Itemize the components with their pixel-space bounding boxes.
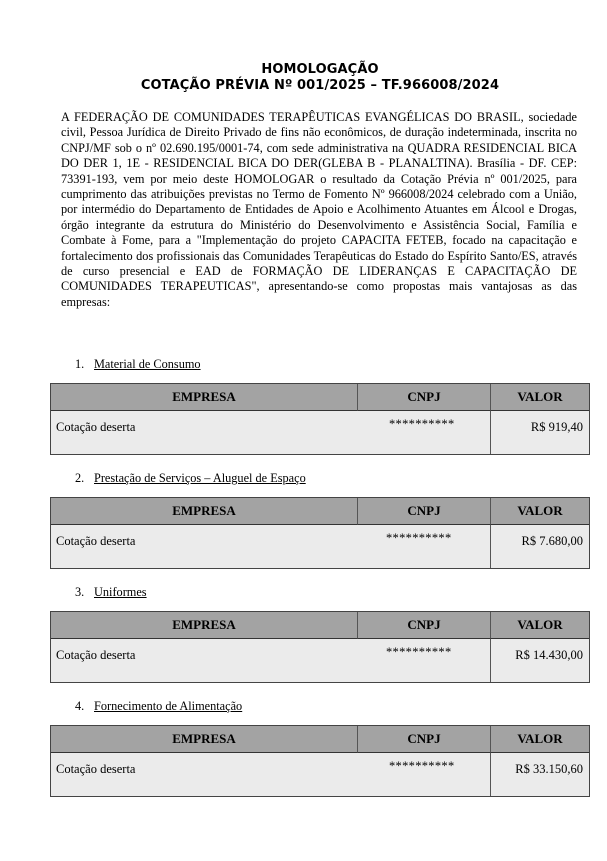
document-title (0, 62, 607, 94)
section-name: Material de Consumo (94, 357, 201, 371)
header-valor: VALOR (490, 498, 589, 525)
section-number: 3. (75, 585, 85, 599)
section-1-table (50, 383, 590, 455)
section-number: 4. (75, 699, 85, 713)
section-4-heading (75, 699, 242, 714)
section-name: Prestação de Serviços – Aluguel de Espaço (94, 471, 306, 485)
cell-cnpj (357, 411, 490, 454)
section-number: 2. (75, 471, 85, 485)
cell-empresa: Cotação deserta (51, 639, 357, 682)
section-2-heading (75, 471, 306, 486)
intro-paragraph: A FEDERAÇÃO DE COMUNIDADES TERAPÊUTICAS EVANGÉLICAS DO BRASIL, sociedade civil, Pessoa Jurídica de Direito Privado de fins não econômicos, de duração indeterminada, inscrita no CNPJ/MF sob o nº 02.690.195/0001-74, com sede administrativa na QUADRA RESIDENCIAL BICA DO DER 1, 1E - RESIDENCIAL BICA DO DER(GLEBA B - PLANALTINA). Brasília - DF. CEP: 73391-193, vem por meio deste HOMOLOGAR o resultado da Cotação Prévia nº 001/2025, para cumprimento das atribuições previstas no Termo de Fomento Nº 966008/2024 celebrado com a União, por intermédio do Departamento de Entidades de Apoio e Acolhimento Atuantes em Álcool e Drogas, órgão integrante da estrutura do Ministério do Desenvolvimento e Assistência Social, Família e Combate à Fome, para a "Implementação do projeto CAPACITA FETEB, focado na capacitação e fortalecimento dos profissionais das Comunidades Terapêuticas do Estado do Espírito Santo/ES, através de curso presencial e EAD de FORMAÇÃO DE LIDERANÇAS E CAPACITAÇÃO DE COMUNIDADES TERAPEUTICAS", apresentando-se como propostas mais vantajosas as das empresas: (61, 110, 577, 309)
cell-valor: R$ 7.680,00 (490, 525, 589, 568)
cnpj-masked: ********** (386, 531, 452, 545)
cell-valor: R$ 919,40 (490, 411, 589, 454)
section-3-table (50, 611, 590, 683)
header-valor: VALOR (490, 612, 589, 639)
cell-empresa: Cotação deserta (51, 525, 357, 568)
header-cnpj: CNPJ (357, 384, 490, 411)
cell-valor: R$ 14.430,00 (490, 639, 589, 682)
cell-valor: R$ 33.150,60 (490, 753, 589, 796)
section-2-table (50, 497, 590, 569)
header-empresa: EMPRESA (51, 726, 357, 753)
section-name: Fornecimento de Alimentação (94, 699, 243, 713)
header-valor: VALOR (490, 726, 589, 753)
cnpj-masked: ********** (389, 759, 455, 773)
cnpj-masked: ********** (389, 417, 455, 431)
title-homologacao: HOMOLOGAÇÃO (261, 62, 379, 77)
cell-cnpj (357, 753, 490, 796)
header-empresa: EMPRESA (51, 612, 357, 639)
cell-empresa: Cotação deserta (51, 411, 357, 454)
header-empresa: EMPRESA (51, 498, 357, 525)
header-cnpj: CNPJ (357, 612, 490, 639)
header-cnpj: CNPJ (357, 498, 490, 525)
cell-cnpj (357, 639, 490, 682)
header-cnpj: CNPJ (357, 726, 490, 753)
section-3-heading (75, 585, 147, 600)
title-cotacao: COTAÇÃO PRÉVIA Nº 001/2025 – TF.966008/2024 (140, 78, 500, 93)
section-name: Uniformes (94, 585, 147, 599)
cnpj-masked: ********** (386, 645, 452, 659)
header-valor: VALOR (490, 384, 589, 411)
section-number: 1. (75, 357, 85, 371)
header-empresa: EMPRESA (51, 384, 357, 411)
cell-cnpj (357, 525, 490, 568)
section-1-heading (75, 357, 201, 372)
section-4-table (50, 725, 590, 797)
cell-empresa: Cotação deserta (51, 753, 357, 796)
